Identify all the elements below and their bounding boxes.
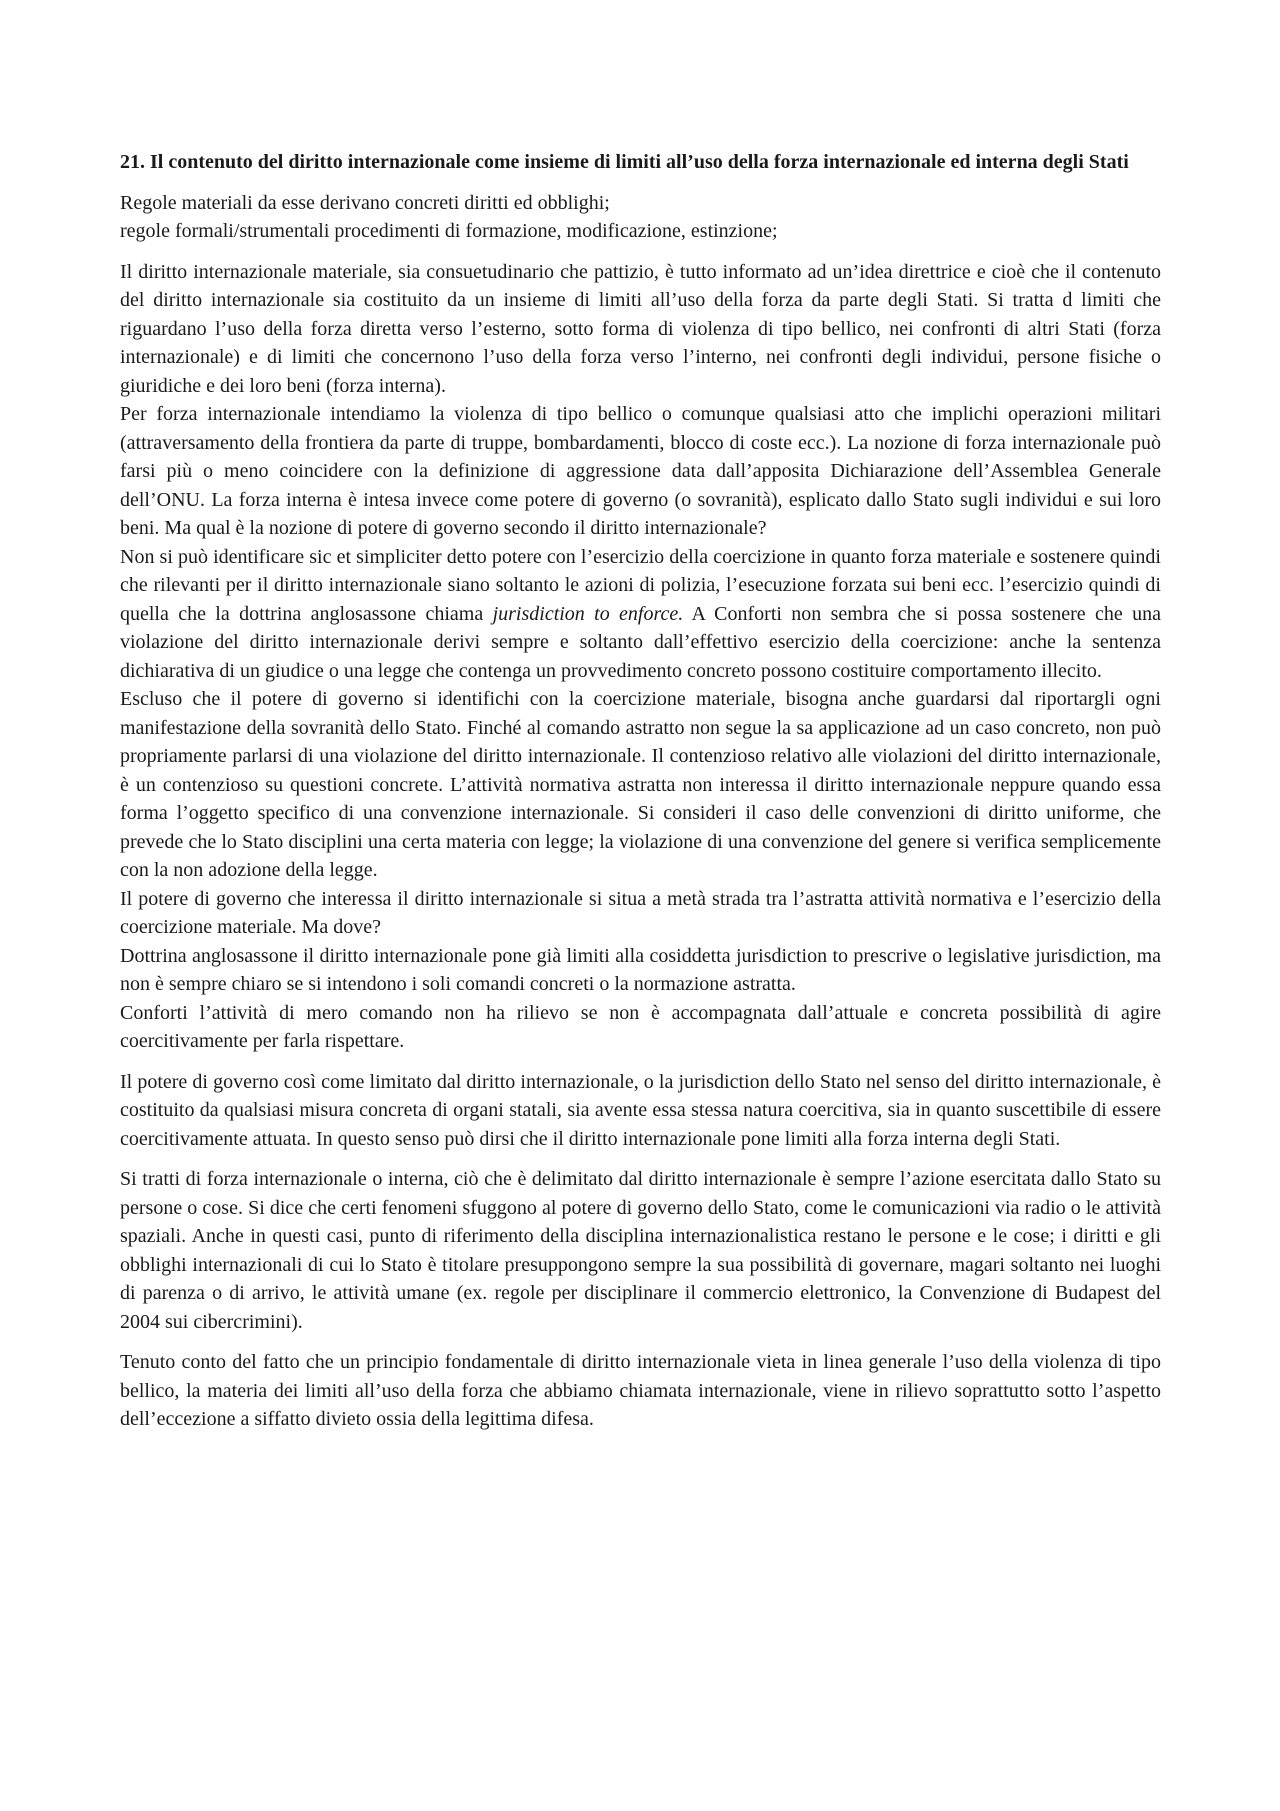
paragraph: Per forza internazionale intendiamo la violenza di tipo bellico o comunque qualsiasi atto che implichi operazioni militari (attraversamento della frontiera da parte di truppe, bombardamenti, blocco di coste ecc.). La nozione di forza internazionale può farsi più o meno coincidere con la definizione di aggressione data dall’apposita Dichiarazione dell’Assemblea Generale dell’ONU. La forza interna è intesa invece come potere di governo (o sovranità), esplicato dallo Stato sugli individui e sui loro beni. Ma qual è la nozione di potere di governo secondo il diritto internazionale? (120, 403, 1161, 539)
text-span: A Conforti non sembra che si possa sostenere che una violazione del diritto internazionale derivi sempre e soltanto dall’effettivo esercizio della coercizione: anche la sentenza dichiarativa di un giudice o una legge che contenga un provvedimento concreto possono costituire comportamento illecito. (120, 602, 1161, 682)
spacer (120, 1153, 1161, 1165)
spacer (120, 1336, 1161, 1348)
paragraph: Dottrina anglosassone il diritto internazionale pone già limiti alla cosiddetta jurisdiction to prescrive o legislative jurisdiction, ma non è sempre chiaro se si intendono i soli comandi concreti o la normazione astratta. (120, 944, 1161, 995)
spacer (120, 1056, 1161, 1068)
section-azione-stato (120, 1165, 1161, 1336)
paragraph-enforce (120, 543, 1161, 686)
section-title: 21. Il contenuto del diritto internazionale come insieme di limiti all’uso della forza internazionale ed interna degli Stati (120, 151, 1129, 173)
paragraph: Tenuto conto del fatto che un principio fondamentale di diritto internazionale vieta in linea generale l’uso della violenza di tipo bellico, la materia dei limiti all’uso della forza che abbiamo chiamata internazionale, viene in rilievo soprattutto sotto l’aspetto dell’eccezione a siffatto divieto ossia della legittima difesa. (120, 1351, 1161, 1430)
paragraph: Escluso che il potere di governo si identifichi con la coercizione materiale, bisogna anche guardarsi dal riportargli ogni manifestazione della sovranità dello Stato. Finché al comando astratto non segue la sa applicazione ad un caso concreto, non può propriamente parlarsi di una violazione del diritto internazionale. Il contenzioso relativo alle violazioni del diritto internazionale, è un contenzioso su questioni concrete. L’attività normativa astratta non interessa il diritto internazionale neppure quando essa forma l’oggetto specifico di una convenzione internazionale. Si consideri il caso delle convenzioni di diritto uniforme, che prevede che lo Stato disciplini una certa materia con legge; la violazione di una convenzione del genere si verifica semplicemente con la non adozione della legge. (120, 688, 1161, 881)
italic-term: jurisdiction to enforce. (492, 602, 684, 625)
paragraph: Il potere di governo così come limitato dal diritto internazionale, o la jurisdiction dello Stato nel senso del diritto internazionale, è costituito da qualsiasi misura concreta di organi statali, sia avente essa stessa natura coercitiva, sia in quanto suscettibile di essere coercitivamente attuata. In questo senso può dirsi che il diritto internazionale pone limiti alla forza interna degli Stati. (120, 1070, 1161, 1150)
text-span: Non si può identificare sic et simpliciter detto potere con l’esercizio della coercizione in quanto forza materiale e sostenere quindi che rilevanti per il diritto internazionale siano soltanto le azioni di polizia, l’esecuzione forzata sui beni ecc. l’esercizio quindi di quella che la dottrina anglosassone chiama (120, 545, 1161, 625)
rule-material: Regole materiali da esse derivano concreti diritti ed obblighi; (120, 191, 610, 214)
section-legittima-difesa (120, 1348, 1161, 1434)
paragraph: Il diritto internazionale materiale, sia consuetudinario che pattizio, è tutto informato ad un’idea direttrice e cioè che il contenuto del diritto internazionale sia costituito da un insieme di limiti all’uso della forza da parte degli Stati. Si tratta d limiti che riguardano l’uso della forza diretta verso l’esterno, sotto forma di violenza di tipo bellico, nei confronti di altri Stati (forza internazionale) e di limiti che concernono l’uso della forza verso l’interno, nei confronti degli individui, persone fisiche o giuridiche e dei loro beni (forza interna). (120, 260, 1161, 397)
paragraph: Il potere di governo che interessa il diritto internazionale si situa a metà strada tra l’astratta attività normativa e l’esercizio della coercizione materiale. Ma dove? (120, 887, 1161, 938)
rule-formal: regole formali/strumentali procedimenti di formazione, modificazione, estinzione; (120, 220, 778, 242)
section-potere-governo (120, 1068, 1161, 1154)
spacer (120, 246, 1161, 258)
section-forza (120, 258, 1161, 1056)
document-page (120, 148, 1161, 1434)
paragraph: Si tratti di forza internazionale o interna, ciò che è delimitato dal diritto internazionale è sempre l’azione esercitata dallo Stato su persone o cose. Si dice che certi fenomeni sfuggono al potere di governo dello Stato, come le comunicazioni via radio o le attività spaziali. Anche in questi casi, punto di riferimento della disciplina internazionalistica restano le persone e le cose; i diritti e gli obblighi internazionali di cui lo Stato è titolare presuppongono sempre la sua possibilità di governare, magari soltanto nei luoghi di parenza o di arrivo, le attività umane (ex. regole per disciplinare il commercio elettronico, la Convenzione di Budapest del 2004 sui cibercrimini). (120, 1168, 1161, 1333)
paragraph: Conforti l’attività di mero comando non ha rilievo se non è accompagnata dall’attuale e concreta possibilità di agire coercitivamente per farla rispettare. (120, 1001, 1161, 1052)
rules-list (120, 189, 1161, 246)
